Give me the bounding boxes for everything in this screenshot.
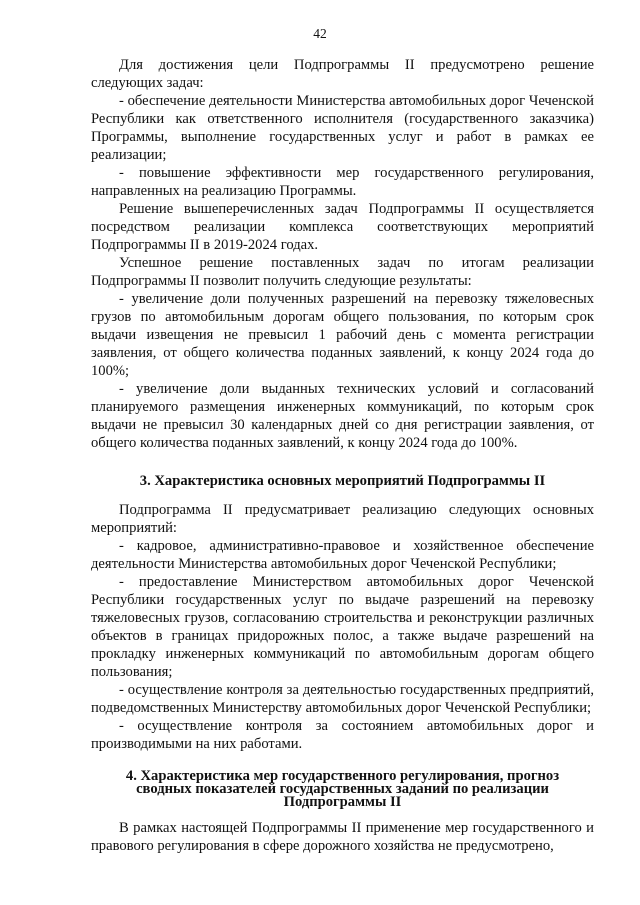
activity-item: - осуществление контроля за деятельностью государственных предприятий, подведомственных Министерству автомобильных дорог Чеченской Республики;	[91, 682, 594, 716]
goal-paragraph: Для достижения цели Подпрограммы II предусмотрено решение следующих задач:	[91, 57, 594, 91]
activity-item: - осуществление контроля за состоянием автомобильных дорог и производимыми на них работами.	[91, 718, 594, 752]
results-paragraph: Успешное решение поставленных задач по итогам реализации Подпрограммы II позволит получить следующие результаты:	[91, 255, 594, 289]
activity-item: - предоставление Министерством автомобильных дорог Чеченской Республики государственных услуг по выдаче разрешений на перевозку тяжеловесных грузов, согласованию строительства и реконструкции различных объектов в границах придорожных полос, а также выдаче разрешений на прокладку инженерных коммуникаций по автомобильным дорогам общего пользования;	[91, 574, 594, 680]
section-4-heading-line: Подпрограммы II	[283, 794, 402, 810]
task-item: - повышение эффективности мер государственного регулирования, направленных на реализацию Программы.	[91, 165, 594, 199]
result-item: - увеличение доли выданных технических условий и согласований планируемого размещения инженерных коммуникаций, по которым срок выдачи не превысил 30 календарных дней со дня регистрации заявления, от общего количества поданных заявлений, к концу 2024 года до 100%.	[91, 381, 594, 451]
section-4-paragraph: В рамках настоящей Подпрограммы II применение мер государственного и правового регулирования в сфере дорожного хозяйства не предусмотрено,	[91, 820, 594, 854]
section-3-lead: Подпрограмма II предусматривает реализацию следующих основных мероприятий:	[91, 502, 594, 536]
result-item: - увеличение доли полученных разрешений на перевозку тяжеловесных грузов по автомобильным дорогам общего пользования, по которым срок выдачи извещения не превысил 1 рабочий день с момента регистрации заявления, от общего количества поданных заявлений, к концу 2024 года до 100%;	[91, 291, 594, 379]
task-item: - обеспечение деятельности Министерства автомобильных дорог Чеченской Республики как ответственного исполнителя (государственного заказчика) Программы, выполнение государственных услуг и работ в рамках ее реализации;	[91, 93, 594, 163]
solution-paragraph: Решение вышеперечисленных задач Подпрограммы II осуществляется посредством реализации комплекса соответствующих мероприятий Подпрограммы II в 2019-2024 годах.	[91, 201, 594, 253]
page-number: 42	[313, 26, 327, 41]
section-4-heading	[91, 770, 594, 809]
section-4-heading-line: 4. Характеристика мер государственного регулирования, прогноз	[125, 768, 560, 784]
section-4-heading-line: сводных показателей государственных заданий по реализации	[136, 781, 549, 797]
activity-item: - кадровое, административно-правовое и хозяйственное обеспечение деятельности Министерства автомобильных дорог Чеченской Республики;	[91, 538, 594, 572]
page-content	[91, 56, 594, 855]
section-3-heading: 3. Характеристика основных мероприятий Подпрограммы II	[139, 473, 546, 489]
